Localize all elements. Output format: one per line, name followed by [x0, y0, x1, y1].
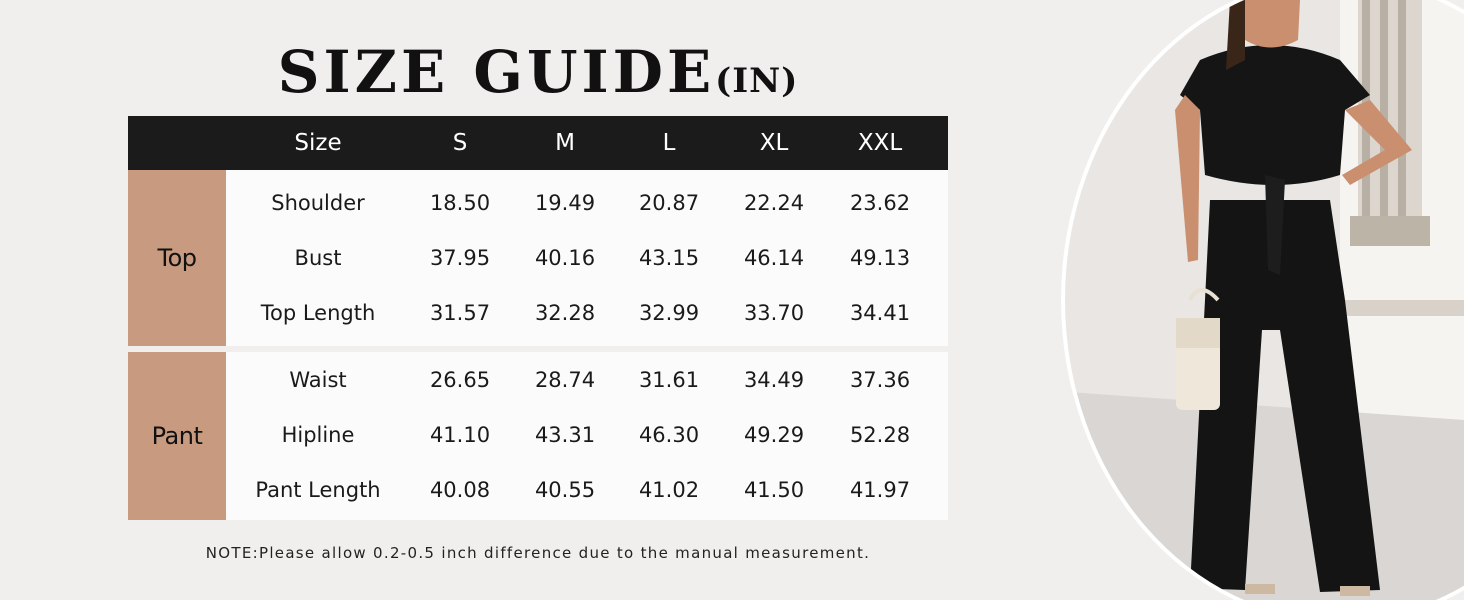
- cell: 32.28: [534, 301, 596, 325]
- header-size: Size: [294, 130, 342, 156]
- cell: 32.99: [638, 301, 700, 325]
- cell: 23.62: [849, 191, 911, 215]
- cell: 31.61: [638, 368, 700, 392]
- cell: 34.41: [849, 301, 911, 325]
- cell: 34.49: [743, 368, 805, 392]
- cell: 52.28: [849, 423, 911, 447]
- header-size-xl: XL: [759, 130, 789, 156]
- cell: 33.70: [743, 301, 805, 325]
- measurement-note: NOTE:Please allow 0.2-0.5 inch difference due to the manual measurement.: [205, 544, 871, 562]
- cell: 19.49: [534, 191, 596, 215]
- group-label-top: Top: [128, 170, 226, 346]
- cell: 49.13: [849, 246, 911, 270]
- cell: 37.95: [429, 246, 491, 270]
- table-header: [128, 116, 948, 170]
- header-size-l: L: [662, 130, 676, 156]
- cell: 41.10: [429, 423, 491, 447]
- table-row: [226, 353, 948, 408]
- model-photo-illustration: [1040, 0, 1464, 600]
- measure-label: Pant Length: [255, 478, 381, 502]
- measure-label: Hipline: [281, 423, 355, 447]
- group-pant: [128, 352, 948, 520]
- cell: 41.97: [849, 478, 911, 502]
- header-size-m: M: [555, 130, 575, 156]
- table-row: [226, 231, 948, 286]
- table-row: [226, 408, 948, 463]
- cell: 28.74: [534, 368, 596, 392]
- header-size-xxl: XXL: [857, 130, 903, 156]
- title-main: SIZE GUIDE: [277, 38, 716, 106]
- table-row: [226, 286, 948, 341]
- cell: 46.14: [743, 246, 805, 270]
- group-body-top: [226, 170, 948, 346]
- measure-label: Shoulder: [271, 191, 365, 215]
- cell: 41.02: [638, 478, 700, 502]
- cell: 40.08: [429, 478, 491, 502]
- model-photo: [1040, 0, 1464, 600]
- cell: 26.65: [429, 368, 491, 392]
- group-top: [128, 170, 948, 346]
- cell: 31.57: [429, 301, 491, 325]
- table-row: [226, 463, 948, 518]
- cell: 41.50: [743, 478, 805, 502]
- group-label-pant: Pant: [128, 352, 226, 520]
- cell: 43.15: [638, 246, 700, 270]
- cell: 49.29: [743, 423, 805, 447]
- table-row: [226, 176, 948, 231]
- cell: 37.36: [849, 368, 911, 392]
- measure-label: Top Length: [260, 301, 376, 325]
- size-table: [128, 116, 948, 502]
- cell: 40.16: [534, 246, 596, 270]
- cell: 20.87: [638, 191, 700, 215]
- cell: 43.31: [534, 423, 596, 447]
- title-unit: (IN): [715, 61, 799, 101]
- header-size-s: S: [452, 130, 468, 156]
- cell: 40.55: [534, 478, 596, 502]
- cell: 46.30: [638, 423, 700, 447]
- measure-label: Waist: [289, 368, 347, 392]
- cell: 22.24: [743, 191, 805, 215]
- group-body-pant: [226, 352, 948, 520]
- cell: 18.50: [429, 191, 491, 215]
- page-title: [128, 38, 948, 106]
- measure-label: Bust: [294, 246, 342, 270]
